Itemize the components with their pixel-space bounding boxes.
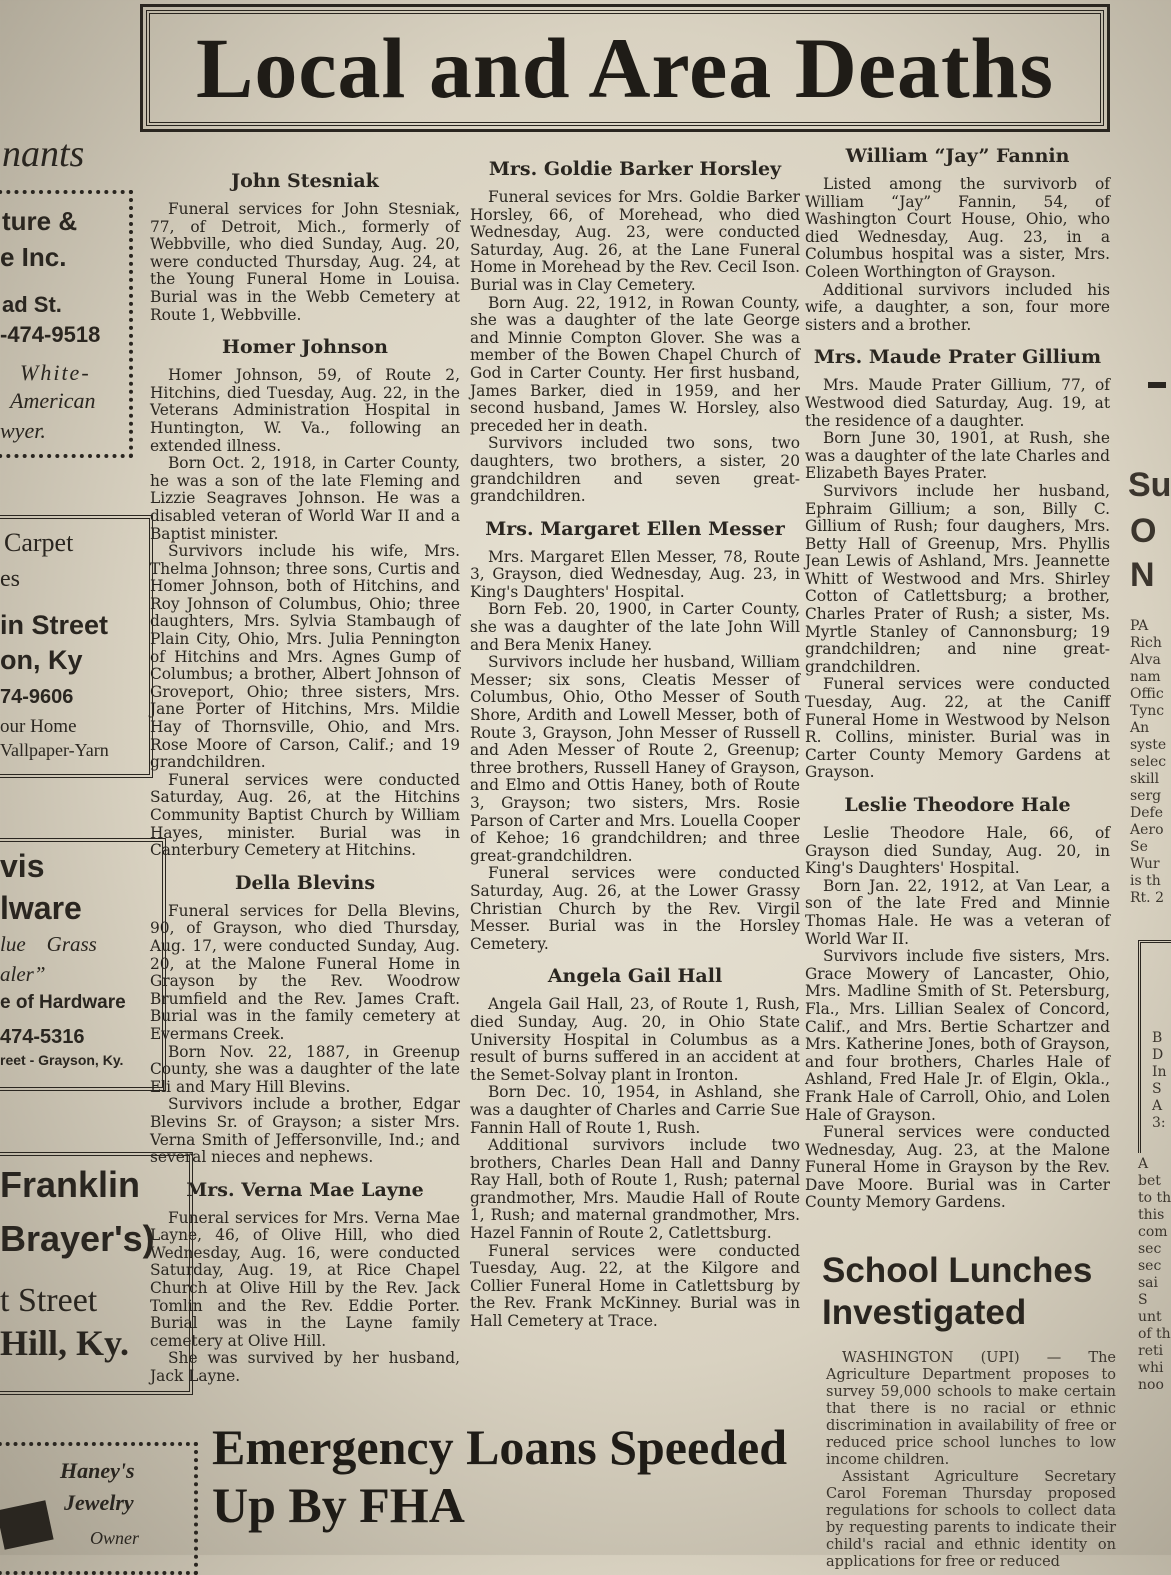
ad-text: Haney's [60,1458,135,1483]
obituary [150,1179,460,1386]
fragment-line: A [1152,1098,1163,1114]
obituary-paragraph: Funeral services were conducted Wednesday, Aug. 23, at the Malone Funeral Home in Grayson by the Rev. Dave Moore. Burial was in Carter County Memory Gardens. [805,1123,1110,1212]
fragment-line: skill [1130,771,1160,787]
obituary-name: Della Blevins [234,871,376,894]
fragment-line: An [1130,720,1150,736]
fragment-line: Defe [1130,805,1163,821]
obituary [150,872,460,1167]
ad-text: on, Ky [0,645,83,675]
ad-text: White- [20,360,91,385]
ad-text: ad St. [2,292,62,317]
ad-text: vis [0,848,45,884]
fragment-line: B [1152,1030,1163,1046]
ad-text: 74-9606 [0,686,74,708]
fragment-headline: O [1130,512,1157,550]
fragment-line: Wur [1130,856,1160,872]
article-paragraph: WASHINGTON (UPI) — The Agriculture Department proposes to survey 59,000 schools to make certain that there is no racial or ethnic discrimination in availability of free or reduced price school lunches to low income children. [826,1350,1116,1468]
fragment-line: PA [1130,618,1149,634]
ad-text: Carpet [4,528,74,557]
emergency-loans-headline: Emergency Loans Speeded Up By FHA [212,1419,787,1533]
school-lunches-body [826,1350,1116,1571]
obituary-paragraph: Homer Johnson, 59, of Route 2, Hitchins, died Tuesday, Aug. 22, in the Veterans Administration Hospital in Huntington, W. Va., following an extended illness. [150,366,460,455]
fragment-line: nam [1130,669,1161,685]
ad-text: e of Hardware [0,992,126,1013]
ad-text: wyer. [0,418,46,443]
column-rule [1148,382,1166,388]
obituary-paragraph: Born Feb. 20, 1900, in Carter County, she was a daughter of the late John Will and Bera Menix Haney. [470,600,800,654]
obituary-name: John Stesniak [231,170,379,192]
ad-text: Owner [90,1528,139,1548]
page-title: Local and Area Deaths [196,20,1054,116]
obituary [150,336,460,860]
fragment-line: com [1138,1224,1168,1240]
obituary [805,794,1110,1212]
ad-text: -474-9518 [0,322,101,347]
fragment-line: Alva [1130,652,1161,668]
ad-text: ture & [2,206,78,236]
fragment-line: 3: [1152,1115,1166,1131]
obituary-name: Mrs. Margaret Ellen Messer [485,517,785,540]
ad-text: Jewelry [64,1490,134,1515]
obituary-paragraph: Born June 30, 1901, at Rush, she was a daughter of the late Charles and Elizabeth Bayes Prater. [805,429,1110,483]
school-lunches-headline: School Lunches Investigated [822,1251,1093,1332]
obituary-paragraph: Funeral services for Della Blevins, 90, of Grayson, who died Thursday, Aug. 17, were conducted Sunday, Aug. 20, at the Malone Funeral Home in Grayson by the Rev. Woodrow Brumfield and the Rev. James Craft. Burial was in the family cemetery at Evermans Creek. [150,901,460,1043]
ad-text: American [10,388,96,413]
obituary-paragraph: She was survived by her husband, Jack Layne. [150,1349,460,1386]
fragment-text-1 [1130,618,1166,907]
ad-text: nants [2,133,85,175]
fragment-line: A [1138,1156,1149,1172]
fragment-line: Rich [1130,635,1162,651]
obituary [470,965,800,1330]
ad-text: Brayer's) [0,1218,155,1259]
obituary-name: Mrs. Maude Prater Gillium [813,346,1102,369]
fragment-line: Aero [1130,822,1164,838]
fragment-line: bet [1138,1173,1161,1189]
fragment-line: sec [1138,1241,1162,1257]
obituary-name: Mrs. Verna Mae Layne [186,1178,424,1201]
obituary [470,518,800,954]
fragment-line: In [1152,1064,1167,1080]
ad-text: e Inc. [0,242,67,272]
ad-text: 474-5316 [0,1026,85,1048]
fragment-line: to th [1138,1190,1171,1206]
fragment-line: Offic [1130,686,1164,702]
obituary-paragraph: Born Oct. 2, 1918, in Carter County, he was a son of the late Fleming and Lizzie Seagraves Johnson. He was a disabled veteran of World War II and a Baptist minister. [150,454,460,543]
fragment-line: S [1138,1292,1148,1308]
fragment-line: sec [1138,1258,1162,1274]
fragment-text-3 [1138,1156,1171,1394]
obituary-paragraph: Survivors include a brother, Edgar Blevins Sr. of Grayson; a sister Mrs. Verna Smith of Jeffersonville, Ind.; and several nieces and nephews. [150,1095,460,1167]
ad-text: lware [0,890,82,926]
masthead-banner [140,4,1110,132]
obituary-column-2 [470,158,800,1343]
obituary-column-3 [805,145,1110,1224]
ad-text: our Home [0,716,77,737]
obituary-paragraph: Survivors included two sons, two daughters, two brothers, a sister, 20 grandchildren and seven great-grandchildren. [470,434,800,506]
ad-text: lue Grass [0,932,97,956]
ad-text: Vallpaper-Yarn [0,740,109,760]
obituary-paragraph: Funeral services were conducted Tuesday, Aug. 22, at the Kilgore and Collier Funeral Home in Catlettsburg by the Rev. Frank McKinney. Burial was in Hall Cemetery at Trace. [470,1241,800,1331]
obituary-name: Leslie Theodore Hale [844,794,1071,816]
obituary [470,158,800,506]
obituary-paragraph: Born Nov. 22, 1887, in Greenup County, she was a daughter of the late Eli and Mary Hill Blevins. [150,1042,460,1096]
obituary-paragraph: Survivors include her husband, Ephraim Gillium; a son, Billy C. Gillium of Rush; four daughers, Mrs. Betty Hall of Greenup, Mrs. Phyllis Jean Lewis of Ashland, Mrs. Jeannette Whitt of Westwood and Mrs. Shirley Cotton of Catlettsburg; a brother, Charles Prater of Rush; a sister, Ms. Myrtle Stanley of Cannonsburg; 19 grandchildren; and nine great-grandchildren. [805,481,1110,676]
fragment-line: Se [1130,839,1148,855]
obituary-paragraph: Funeral services for John Stesniak, 77, of Detroit, Mich., formerly of Webbville, who died Sunday, Aug. 20, were conducted Thursday, Aug. 24, at the Young Funeral Home in Louisa. Burial was in the Webb Cemetery at Route 1, Webbville. [150,200,460,324]
obituary-paragraph: Mrs. Margaret Ellen Messer, 78, Route 3, Grayson, died Wednesday, Aug. 23, in King's Daughters' Hospital. [470,547,800,601]
obituary-paragraph: Additional survivors included his wife, a daughter, a son, four more sisters and a brother. [805,280,1110,334]
fragment-line: unt [1138,1309,1162,1325]
obituary-paragraph: Leslie Theodore Hale, 66, of Grayson died Sunday, Aug. 20, in King's Daughters' Hospital. [805,824,1110,878]
obituary-column-1 [150,170,460,1398]
obituary-name: Homer Johnson [222,336,388,359]
fragment-line: Tync [1130,703,1165,719]
obituary-name: Angela Gail Hall [547,965,723,988]
fragment-line: whi [1138,1360,1164,1376]
ad-text: es [0,566,20,592]
fragment-line: noo [1138,1377,1164,1393]
obituary-paragraph: Funeral services were conducted Tuesday, Aug. 22, at the Caniff Funeral Home in Westwood by Nelson R. Collins, minister. Burial was in Carter County Memory Gardens at Grayson. [805,675,1110,782]
fragment-line: selec [1130,754,1167,770]
obituary-paragraph: Additional survivors include two brothers, Charles Dean Hall and Danny Ray Hall, both of Route 1, Rush; paternal grandmother, Mrs. Maudie Hall of Route 1, Rush; and maternal grandmother, Mrs. Hazel Fannin of Route 2, Catlettsburg. [470,1136,800,1243]
ad-text: Franklin [0,1164,141,1205]
fragment-line: Rt. 2 [1130,890,1164,906]
fragment-line: sai [1138,1275,1159,1291]
obituary-paragraph: Mrs. Maude Prater Gillium, 77, of Westwood died Saturday, Aug. 19, at the residence of a daughter. [805,376,1110,430]
obituary-name: William “Jay” Fannin [845,145,1070,167]
fragment-line: this [1138,1207,1165,1223]
fragment-headline: N [1130,556,1155,594]
obituary-paragraph: Survivors include her husband, William Messer; six sons, Cleatis Messer of Columbus, Ohio, Otho Messer of South Shore, Ardith and Lowell Messer, both of Route 3, Grayson, John Messer of Russell and Aden Messer of Route 2, Greenup; three brothers, Russell Haney of Grayson, and Elmo and Ottis Haney, both of Route 3, Grayson; two sisters, Mrs. Rosie Parson of Carter and Mrs. Louella Cooper of Kehoe; 16 grandchildren; and three great-grandchildren. [470,653,800,865]
obituary-paragraph: Born Jan. 22, 1912, at Van Lear, a son of the late Fred and Minnie Thomas Hale. He was a veteran of World War II. [805,876,1110,948]
fragment-line: of th [1138,1326,1171,1342]
obituary-paragraph: Listed among the survivorb of William “Jay” Fannin, 54, of Washington Court House, Ohio, who died Wednesday, Aug. 23, in a Columbus hospital was a sister, Mrs. Coleen Worthington of Grayson. [805,175,1110,281]
fragment-line: serg [1130,788,1162,804]
ad-text: aler” [0,962,46,986]
fragment-line: reti [1138,1343,1164,1359]
obituary [805,145,1110,334]
ad-text: t Street [0,1282,98,1319]
fragment-headline: Su [1128,466,1171,504]
obituary-paragraph: Funeral sevices for Mrs. Goldie Barker Horsley, 66, of Morehead, who died Wednesday, Aug. 23, were conducted Saturday, Aug. 26, at the Lane Funeral Home in Morehead by the Rev. Cecil Ison. Burial was in Clay Cemetery. [470,188,800,294]
obituary [150,170,460,324]
obituary-paragraph: Funeral services were conducted Saturday, Aug. 26, at the Lower Grassy Christian Church by the Rev. Virgil Messer. Burial was in the Horsley Cemetery. [470,864,800,953]
obituary-paragraph: Survivors include his wife, Mrs. Thelma Johnson; three sons, Curtis and Homer Johnson, both of Hitchins, and Roy Johnson of Columbus, Ohio; three daughters, Mrs. Sylvia Stambaugh of Plain City, Ohio, Mrs. Julia Pennington of Hitchins and Mrs. Agnes Gump of Columbus; a brother, Albert Johnson of Groveport, Ohio; three sisters, Mrs. Jane Porter of Hitchins, Mrs. Mildie Hay of Thornsville, Ohio, and Mrs. Rose Moore of Carson, Calif.; and 19 grandchildren. [150,542,460,772]
obituary-paragraph: Born Dec. 10, 1954, in Ashland, she was a daughter of Charles and Carrie Sue Fannin Hall of Route 1, Rush. [470,1083,800,1137]
fragment-line: syste [1130,737,1167,753]
obituary-paragraph: Funeral services were conducted Saturday, Aug. 26, at the Hitchins Community Baptist Church by William Hayes, minister. Burial was in Canterbury Cemetery at Hitchins. [150,770,460,860]
obituary-name: Mrs. Goldie Barker Horsley [488,158,782,180]
obituary-paragraph: Born Aug. 22, 1912, in Rowan County, she was a daughter of the late George and Minnie Compton Glover. She was a member of the Bowen Chapel Church of God in Carter County. Her first husband, James Barker, died in 1959, and her second husband, James W. Horsley, also preceded her in death. [470,293,800,435]
fragment-line: is th [1130,873,1161,889]
fragment-line: D [1152,1047,1164,1063]
obituary-paragraph: Survivors include five sisters, Mrs. Grace Mowery of Lancaster, Ohio, Mrs. Madline Smith of St. Petersburg, Fla., Mrs. Lillian Sealex of Concord, Calif., and Mrs. Bertie Schartzer and Mrs. Katherine Jones, both of Grayson, and four brothers, Charles Hale of Ashland, Fred Hale Jr. of Elgin, Okla., Frank Hale of Carroll, Ohio, and Lolen Hale of Grayson. [805,947,1110,1124]
fragment-text-2 [1152,1030,1166,1132]
obituary-paragraph: Funeral services for Mrs. Verna Mae Layne, 46, of Olive Hill, who died Wednesday, Aug. 16, were conducted Saturday, Aug. 19, at Rice Chapel Church at Olive Hill by the Rev. Jack Tomlin and the Rev. Eddie Porter. Burial was in the Layne family cemetery at Olive Hill. [150,1208,460,1350]
ad-text: reet - Grayson, Ky. [0,1052,124,1068]
article-paragraph: Assistant Agriculture Secretary Carol Foreman Thursday proposed regulations for schools to collect data by requesting parents to indicate their child's racial and ethnic identity on applications for free or reduced [826,1469,1116,1570]
obituary-paragraph: Angela Gail Hall, 23, of Route 1, Rush, died Sunday, Aug. 20, in Ohio State University Hospital in Columbus as a result of burns suffered in an accident at the Semet-Solvay plant in Ironton. [470,995,800,1084]
fragment-line: S [1152,1081,1162,1097]
ad-text: Hill, Ky. [0,1323,130,1363]
obituary [805,346,1110,782]
ad-text: in Street [0,610,109,640]
